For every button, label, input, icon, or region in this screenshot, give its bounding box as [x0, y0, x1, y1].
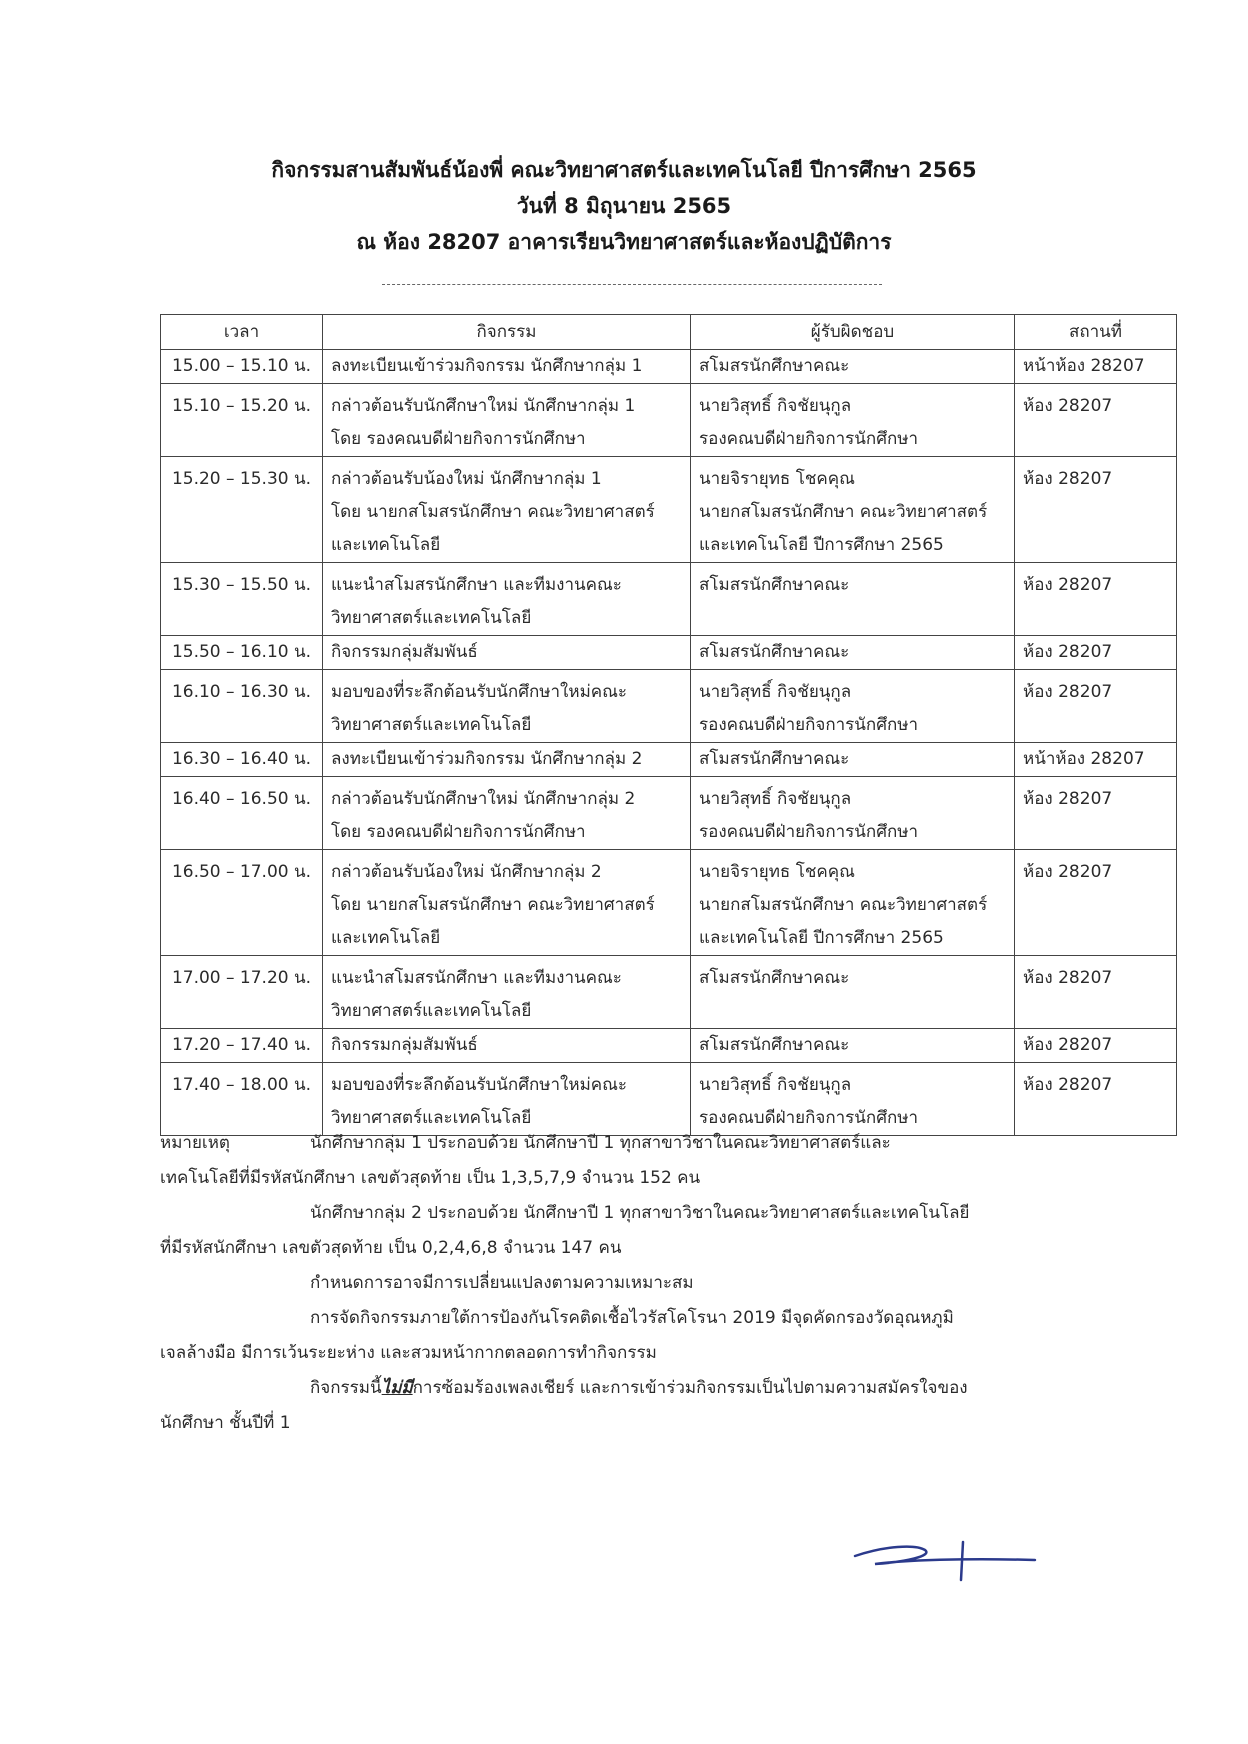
cell-activity [323, 1029, 691, 1063]
cell-activity [323, 850, 691, 956]
cell-place: หน้าห้อง 28207 [1015, 743, 1177, 777]
activity-line: กิจกรรมกลุ่มสัมพันธ์ [331, 642, 478, 662]
responsible-line: และเทคโนโลยี ปีการศึกษา 2565 [699, 535, 944, 555]
activity-line: กล่าวต้อนรับนักศึกษาใหม่ นักศึกษากลุ่ม 2 [331, 789, 636, 809]
table-row [161, 350, 1177, 384]
column-header-responsible: ผู้รับผิดชอบ [691, 315, 1015, 350]
responsible-line: นายวิสุทธิ์ กิจชัยนุกูล [699, 789, 852, 809]
note-group1-line2: เทคโนโลยีที่มีรหัสนักศึกษา เลขตัวสุดท้าย เป็น 1,3,5,7,9 จำนวน 152 คน [160, 1168, 701, 1188]
cell-responsible [691, 350, 1015, 384]
document-title: กิจกรรมสานสัมพันธ์น้องพี่ คณะวิทยาศาสตร์และเทคโนโลยี ปีการศึกษา 2565 [271, 158, 977, 182]
note-covid-line2: เจลล้างมือ มีการเว้นระยะห่าง และสวมหน้ากากตลอดการทำกิจกรรม [160, 1343, 657, 1363]
responsible-line: สโมสรนักศึกษาคณะ [699, 1035, 850, 1055]
cell-activity [323, 457, 691, 563]
note-covid-line1: การจัดกิจกรรมภายใต้การป้องกันโรคติดเชื้อไวรัสโคโรนา 2019 มีจุดคัดกรองวัดอุณหภูมิ [310, 1308, 954, 1328]
column-header-time: เวลา [161, 315, 323, 350]
cell-time: 15.00 – 15.10 น. [161, 350, 323, 384]
table-row [161, 457, 1177, 563]
responsible-line: รองคณบดีฝ่ายกิจการนักศึกษา [699, 715, 919, 735]
dashed-divider [382, 284, 882, 285]
cell-activity [323, 743, 691, 777]
cell-responsible [691, 956, 1015, 1029]
cell-responsible [691, 670, 1015, 743]
table-row [161, 1029, 1177, 1063]
cell-place: ห้อง 28207 [1015, 1063, 1177, 1136]
table-row [161, 956, 1177, 1029]
column-header-place: สถานที่ [1015, 315, 1177, 350]
cell-activity [323, 636, 691, 670]
cell-responsible [691, 777, 1015, 850]
activity-line: กิจกรรมกลุ่มสัมพันธ์ [331, 1035, 478, 1055]
note-cheer-line2: นักศึกษา ชั้นปีที่ 1 [160, 1413, 291, 1433]
cell-place: ห้อง 28207 [1015, 850, 1177, 956]
activity-line: ลงทะเบียนเข้าร่วมกิจกรรม นักศึกษากลุ่ม 2 [331, 749, 643, 769]
cell-time: 16.10 – 16.30 น. [161, 670, 323, 743]
cell-time: 15.10 – 15.20 น. [161, 384, 323, 457]
cell-time: 17.40 – 18.00 น. [161, 1063, 323, 1136]
responsible-line: สโมสรนักศึกษาคณะ [699, 575, 850, 595]
responsible-line: นายวิสุทธิ์ กิจชัยนุกูล [699, 682, 852, 702]
activity-line: แนะนำสโมสรนักศึกษา และทีมงานคณะ [331, 575, 622, 595]
activity-line: วิทยาศาสตร์และเทคโนโลยี [331, 1108, 532, 1128]
responsible-line: สโมสรนักศึกษาคณะ [699, 749, 850, 769]
cell-activity [323, 563, 691, 636]
cell-activity [323, 1063, 691, 1136]
cell-activity [323, 670, 691, 743]
cell-activity [323, 384, 691, 457]
responsible-line: นายวิสุทธิ์ กิจชัยนุกูล [699, 396, 852, 416]
cell-place: ห้อง 28207 [1015, 457, 1177, 563]
cell-responsible [691, 636, 1015, 670]
cell-activity [323, 777, 691, 850]
document-venue: ณ ห้อง 28207 อาคารเรียนวิทยาศาสตร์และห้องปฏิบัติการ [356, 230, 892, 254]
responsible-line: นายกสโมสรนักศึกษา คณะวิทยาศาสตร์ [699, 895, 988, 915]
responsible-line: สโมสรนักศึกษาคณะ [699, 356, 850, 376]
cell-place: ห้อง 28207 [1015, 777, 1177, 850]
responsible-line: นายจิรายุทธ โชคคุณ [699, 862, 855, 882]
cell-place: ห้อง 28207 [1015, 636, 1177, 670]
responsible-line: รองคณบดีฝ่ายกิจการนักศึกษา [699, 1108, 919, 1128]
cell-responsible [691, 743, 1015, 777]
responsible-line: นายวิสุทธิ์ กิจชัยนุกูล [699, 1075, 852, 1095]
activity-line: วิทยาศาสตร์และเทคโนโลยี [331, 608, 532, 628]
cell-time: 15.30 – 15.50 น. [161, 563, 323, 636]
cell-responsible [691, 563, 1015, 636]
cell-responsible [691, 457, 1015, 563]
activity-line: แนะนำสโมสรนักศึกษา และทีมงานคณะ [331, 968, 622, 988]
activity-line: โดย นายกสโมสรนักศึกษา คณะวิทยาศาสตร์ [331, 502, 655, 522]
notes-section [160, 1126, 1100, 1441]
activity-line: วิทยาศาสตร์และเทคโนโลยี [331, 715, 532, 735]
cell-place: ห้อง 28207 [1015, 670, 1177, 743]
table-row [161, 563, 1177, 636]
cell-place: ห้อง 28207 [1015, 1029, 1177, 1063]
table-row [161, 670, 1177, 743]
cell-time: 17.00 – 17.20 น. [161, 956, 323, 1029]
note-schedule-change: กำหนดการอาจมีการเปลี่ยนแปลงตามความเหมาะสม [310, 1273, 694, 1293]
responsible-line: รองคณบดีฝ่ายกิจการนักศึกษา [699, 429, 919, 449]
cell-time: 17.20 – 17.40 น. [161, 1029, 323, 1063]
activity-line: กล่าวต้อนรับนักศึกษาใหม่ นักศึกษากลุ่ม 1 [331, 396, 636, 416]
activity-line: ลงทะเบียนเข้าร่วมกิจกรรม นักศึกษากลุ่ม 1 [331, 356, 643, 376]
activity-line: โดย รองคณบดีฝ่ายกิจการนักศึกษา [331, 822, 586, 842]
document-date: วันที่ 8 มิถุนายน 2565 [516, 194, 732, 218]
activity-line: และเทคโนโลยี [331, 535, 441, 555]
responsible-line: และเทคโนโลยี ปีการศึกษา 2565 [699, 928, 944, 948]
note-cheer-pre: กิจกรรมนี้ [310, 1378, 382, 1398]
cell-time: 16.40 – 16.50 น. [161, 777, 323, 850]
table-row [161, 743, 1177, 777]
cell-activity [323, 956, 691, 1029]
responsible-line: รองคณบดีฝ่ายกิจการนักศึกษา [699, 822, 919, 842]
responsible-line: นายจิรายุทธ โชคคุณ [699, 469, 855, 489]
table-header-row [161, 315, 1177, 350]
cell-responsible [691, 1029, 1015, 1063]
responsible-line: สโมสรนักศึกษาคณะ [699, 968, 850, 988]
activity-line: วิทยาศาสตร์และเทคโนโลยี [331, 1001, 532, 1021]
signature-mark [845, 1528, 1045, 1588]
table-row [161, 1063, 1177, 1136]
schedule-table [160, 314, 1177, 1136]
activity-line: โดย นายกสโมสรนักศึกษา คณะวิทยาศาสตร์ [331, 895, 655, 915]
document-header [0, 152, 1248, 260]
activity-line: มอบของที่ระลึกต้อนรับนักศึกษาใหม่คณะ [331, 1075, 628, 1095]
cell-time: 16.50 – 17.00 น. [161, 850, 323, 956]
cell-responsible [691, 850, 1015, 956]
cell-responsible [691, 1063, 1015, 1136]
note-cheer-emphasis: ไม่มี [381, 1378, 413, 1398]
activity-line: กล่าวต้อนรับน้องใหม่ นักศึกษากลุ่ม 1 [331, 469, 602, 489]
note-group1-line1: นักศึกษากลุ่ม 1 ประกอบด้วย นักศึกษาปี 1 ทุกสาขาวิชาในคณะวิทยาศาสตร์และ [310, 1133, 891, 1153]
table-row [161, 850, 1177, 956]
responsible-line: นายกสโมสรนักศึกษา คณะวิทยาศาสตร์ [699, 502, 988, 522]
cell-place: หน้าห้อง 28207 [1015, 350, 1177, 384]
responsible-line: สโมสรนักศึกษาคณะ [699, 642, 850, 662]
table-row [161, 384, 1177, 457]
activity-line: และเทคโนโลยี [331, 928, 441, 948]
note-cheer-post: การซ้อมร้องเพลงเชียร์ และการเข้าร่วมกิจกรรมเป็นไปตามความสมัครใจของ [412, 1378, 968, 1398]
cell-responsible [691, 384, 1015, 457]
cell-time: 15.20 – 15.30 น. [161, 457, 323, 563]
cell-time: 15.50 – 16.10 น. [161, 636, 323, 670]
notes-label: หมายเหตุ [160, 1133, 230, 1153]
activity-line: โดย รองคณบดีฝ่ายกิจการนักศึกษา [331, 429, 586, 449]
cell-place: ห้อง 28207 [1015, 563, 1177, 636]
note-cheer-line1 [160, 1371, 1100, 1406]
cell-activity [323, 350, 691, 384]
activity-line: กล่าวต้อนรับน้องใหม่ นักศึกษากลุ่ม 2 [331, 862, 602, 882]
cell-place: ห้อง 28207 [1015, 384, 1177, 457]
cell-time: 16.30 – 16.40 น. [161, 743, 323, 777]
column-header-activity: กิจกรรม [323, 315, 691, 350]
note-group2-line2: ที่มีรหัสนักศึกษา เลขตัวสุดท้าย เป็น 0,2,4,6,8 จำนวน 147 คน [160, 1238, 622, 1258]
activity-line: มอบของที่ระลึกต้อนรับนักศึกษาใหม่คณะ [331, 682, 628, 702]
schedule-table-body [161, 350, 1177, 1136]
table-row [161, 777, 1177, 850]
cell-place: ห้อง 28207 [1015, 956, 1177, 1029]
note-group2-line1: นักศึกษากลุ่ม 2 ประกอบด้วย นักศึกษาปี 1 ทุกสาขาวิชาในคณะวิทยาศาสตร์และเทคโนโลยี [310, 1203, 970, 1223]
table-row [161, 636, 1177, 670]
